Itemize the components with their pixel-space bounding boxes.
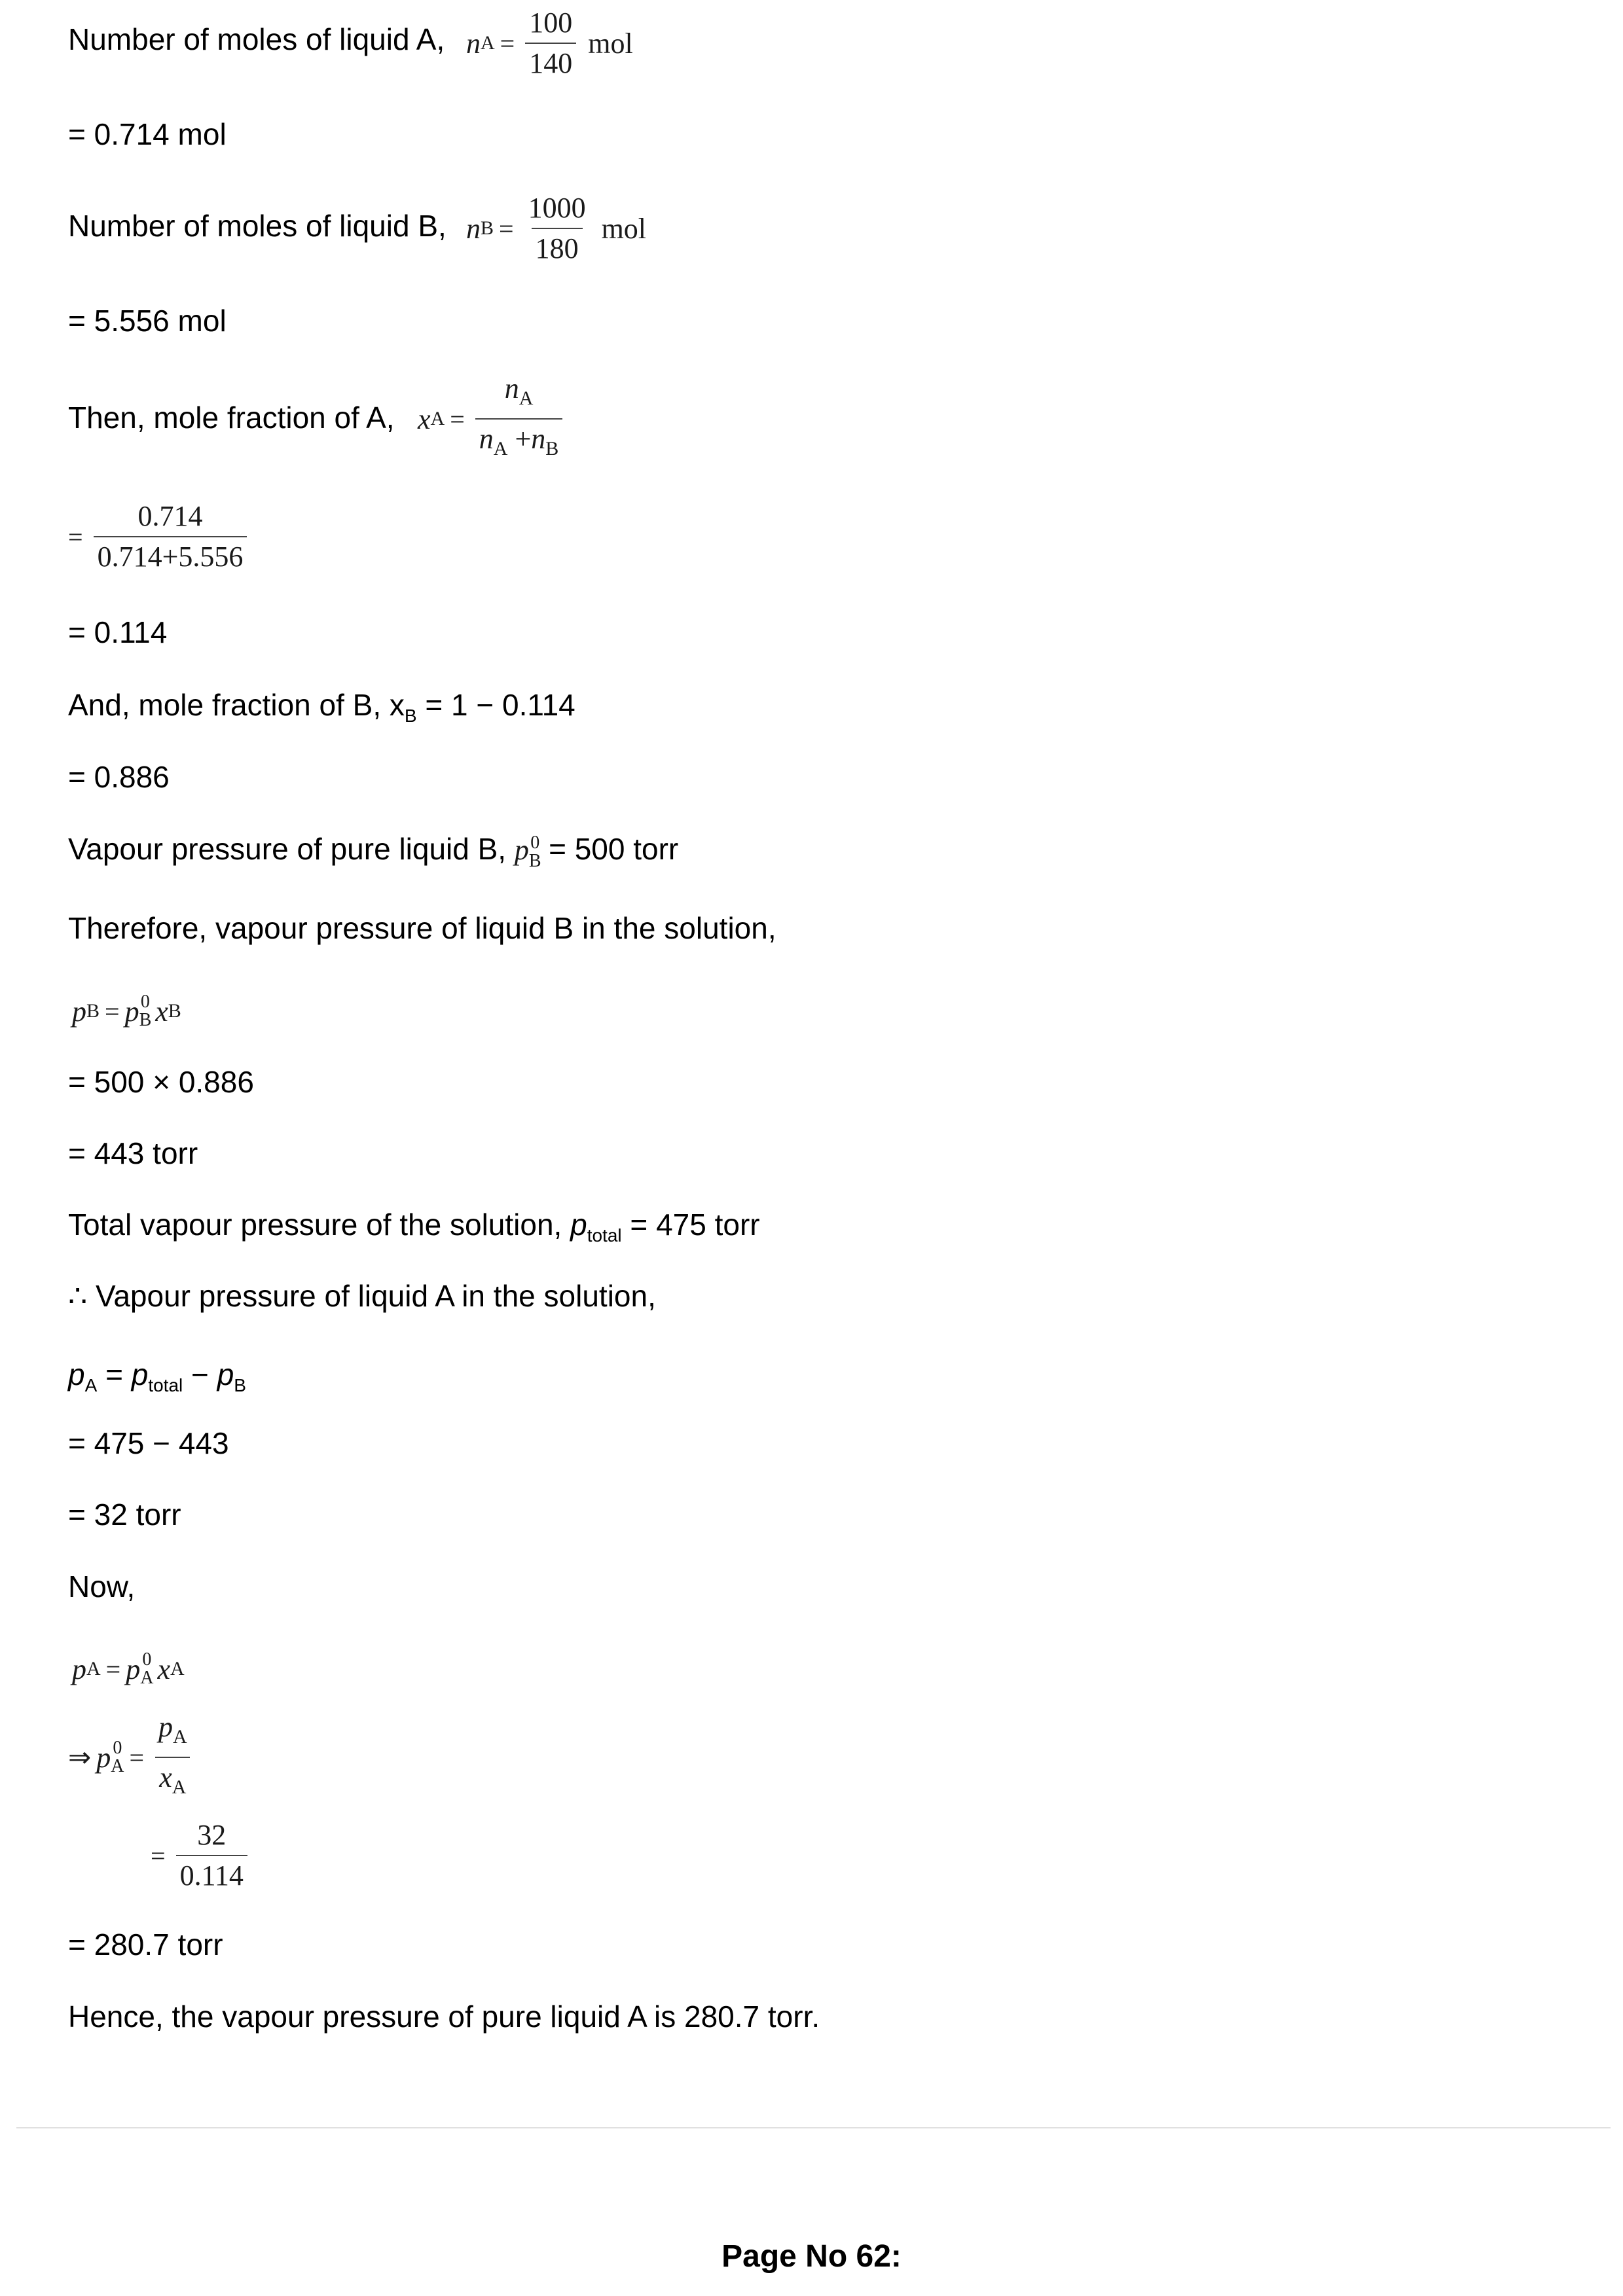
xa-result: = 0.114	[68, 615, 168, 649]
subscript-a: A	[481, 32, 495, 54]
xb-result: = 0.886	[68, 760, 170, 794]
pa-difference-formula: $p_A = p_{total} - p_B$	[68, 1357, 246, 1395]
vp-a-solution-text: ∴ Vapour pressure of liquid A in the solution,	[68, 1279, 656, 1313]
now-text: Now,	[68, 1570, 136, 1604]
fraction-na-over-sum	[475, 372, 563, 466]
numerator: $n_A$	[504, 372, 534, 409]
vp-b-solution-text: Therefore, vapour pressure of liquid B in the solution,	[68, 911, 776, 945]
unit-mol: mol	[601, 212, 647, 245]
moles-a-formula	[466, 1, 633, 85]
mole-fraction-a-formula	[418, 372, 568, 461]
total-vp-text: Total vapour pressure of the solution,	[68, 1208, 562, 1242]
numerator: 1000	[528, 192, 586, 224]
equals-sign: =	[68, 522, 83, 552]
numerator: 0.714	[137, 500, 203, 532]
equals-sign: =	[500, 28, 515, 58]
equals-sign: =	[499, 213, 514, 243]
moles-b-line	[68, 207, 447, 244]
page-divider	[16, 2127, 1611, 2128]
denominator: 140	[525, 43, 576, 81]
mole-fraction-b-line	[68, 687, 575, 734]
pa-result: = 32 torr	[68, 1498, 181, 1532]
pa-calc: = 475 − 443	[68, 1426, 229, 1460]
symbol-pb0: p 0 B	[514, 833, 541, 872]
denominator: 180	[532, 228, 583, 266]
symbol-x: x	[418, 403, 431, 435]
total-vp-rhs: = 475 torr	[630, 1208, 760, 1242]
fraction-32-over-0114: $\frac{32}{0.114}$	[176, 1818, 247, 1893]
fraction-pa-over-xa: $\frac{p_A}{x_A}$	[155, 1710, 191, 1804]
moles-b-result: = 5.556 mol	[68, 304, 227, 338]
mole-fraction-a-line	[68, 399, 395, 436]
symbol-xb: $x_B$	[389, 688, 417, 726]
solve-pa0: ⇒ p 0 A = $\frac{p_A}{x_A}$	[68, 1715, 196, 1800]
conclusion: Hence, the vapour pressure of pure liquid A is 280.7 torr.	[68, 2000, 820, 2034]
page-number: Page No 62:	[721, 2239, 902, 2274]
fraction-1000-180	[524, 191, 590, 266]
symbol-n: n	[466, 27, 481, 60]
mole-fraction-a-numeric	[68, 494, 252, 579]
denominator: 0.714+5.556	[94, 536, 247, 574]
moles-a-line	[68, 21, 445, 58]
subscript-a: A	[430, 408, 445, 429]
symbol-n: n	[466, 212, 481, 245]
fraction-0714-over-sum	[94, 499, 247, 574]
mole-fraction-b-rhs: = 1 − 0.114	[425, 688, 575, 722]
symbol-ptotal: $p_{total}$	[570, 1208, 622, 1246]
subscript-b: B	[481, 217, 494, 239]
pb-calc: = 500 × 0.886	[68, 1065, 254, 1099]
moles-b-label: Number of moles of liquid B,	[68, 209, 447, 243]
numerator: 100	[529, 7, 573, 39]
final-result: = 280.7 torr	[68, 1928, 223, 1962]
total-vp-line	[68, 1206, 760, 1254]
pb-result: = 443 torr	[68, 1136, 198, 1170]
raoult-law-a: p A = p 0 A x A	[72, 1649, 185, 1688]
mole-fraction-b-text: And, mole fraction of B,	[68, 688, 382, 722]
mole-fraction-a-label: Then, mole fraction of A,	[68, 401, 395, 435]
vp-pure-b-rhs: = 500 torr	[549, 832, 679, 866]
moles-a-result: = 0.714 mol	[68, 117, 227, 151]
moles-b-formula	[466, 187, 646, 270]
fraction-32-over-0114-line: = $\frac{32}{0.114}$	[145, 1813, 253, 1898]
vp-pure-b-line	[68, 831, 678, 870]
unit-mol: mol	[588, 27, 633, 60]
moles-a-label: Number of moles of liquid A,	[68, 22, 445, 56]
fraction-100-140	[525, 6, 576, 81]
denominator: $n_A +n_B$	[475, 418, 563, 466]
vp-pure-b-label: Vapour pressure of pure liquid B,	[68, 832, 507, 866]
raoult-law-b: p B = p 0 B x B	[72, 992, 181, 1030]
equals-sign: =	[450, 404, 465, 434]
